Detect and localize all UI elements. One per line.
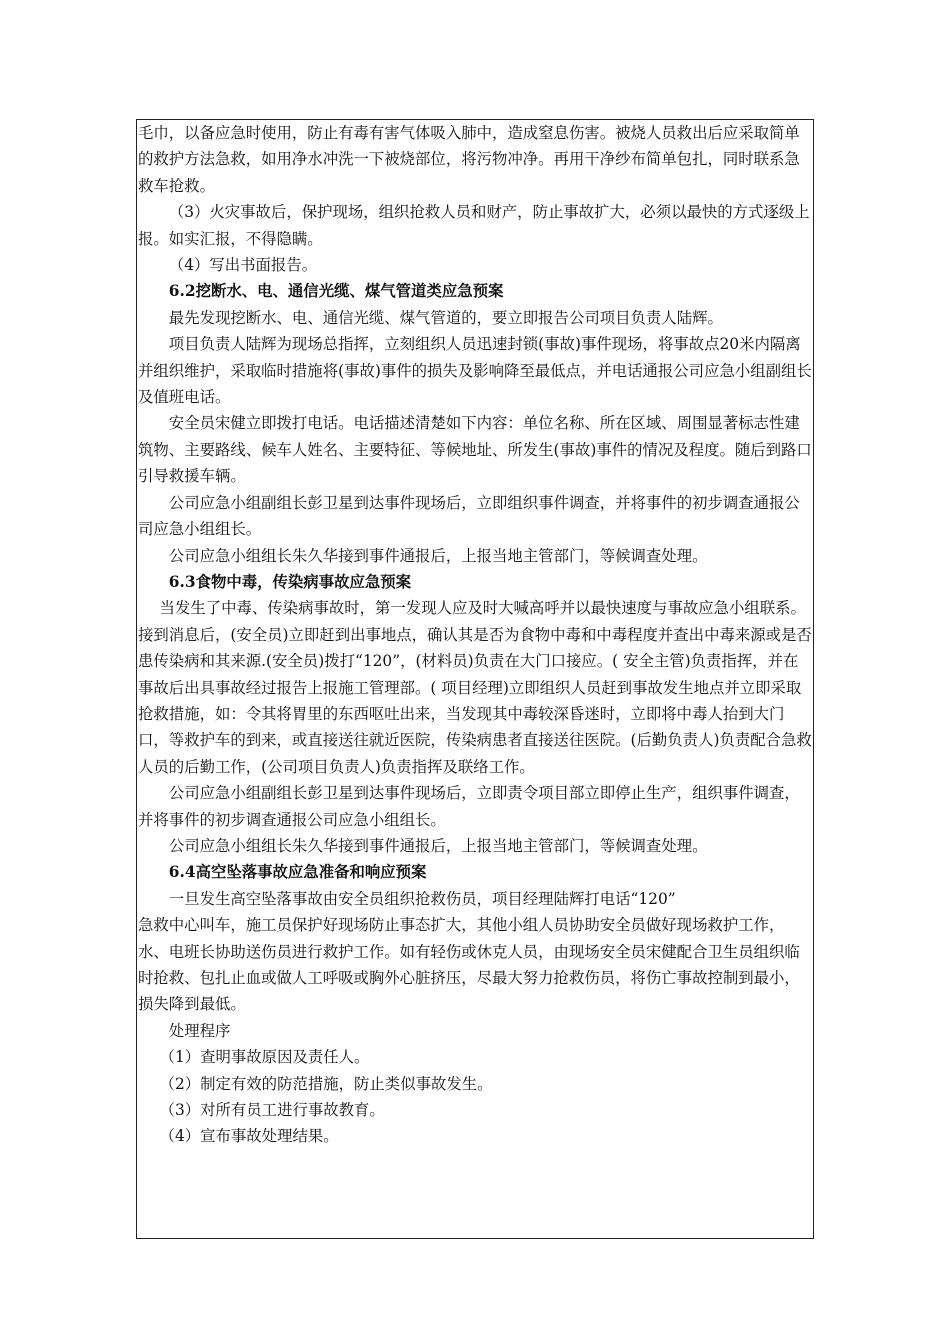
procedure-label: 处理程序 [168,1021,231,1040]
procedure-step: （1）查明事故原因及责任人。 [159,1048,370,1067]
section-heading-6-2: 6.2挖断水、电、通信光缆、煤气管道类应急预案 [168,282,504,301]
procedure-step: （4）宣布事故处理结果。 [159,1127,339,1146]
procedure-step: （3）对所有员工进行事故教育。 [159,1101,385,1120]
paragraph: 公司应急小组副组长彭卫星到达事件现场后，立即组织事件调查，并将事件的初步调查通报公司应急小组组长。 [138,493,800,539]
section-heading-6-4: 6.4高空坠落事故应急准备和响应预案 [168,863,427,882]
paragraph: 急救中心叫车，施工员保护好现场防止事态扩大，其他小组人员协助安全员做好现场救护工作，水、电班长协助送伤员进行救护工作。如有轻伤或休克人员，由现场安全员宋健配合卫生员组织临时抢救、包扎止血或做人工呼吸或胸外心脏挤压，尽最大努力抢救伤员，将伤亡事故控制到最小，损失降到最低。 [138,916,800,1014]
paragraph: 公司应急小组副组长彭卫星到达事件现场后，立即责令项目部立即停止生产，组织事件调查，并将事件的初步调查通报公司应急小组组长。 [138,784,800,829]
paragraph: （4）写出书面报告。 [168,256,318,275]
document-body [138,120,813,1150]
paragraph: 最先发现挖断水、电、通信光缆、煤气管道的，要立即报告公司项目负责人陆辉。 [168,308,723,327]
paragraph: 公司应急小组组长朱久华接到事件通报后，上报当地主管部门，等候调查处理。 [168,546,708,565]
paragraph: 毛巾，以备应急时使用，防止有毒有害气体吸入肺中，造成窒息伤害。被烧人员救出后应采取简单的救护方法急救，如用净水冲洗一下被烧部位，将污物冲净。再用干净纱布简单包扎，同时联系急救车抢救。 [138,124,800,195]
paragraph: 项目负责人陆辉为现场总指挥，立刻组织人员迅速封锁(事故)事件现场，将事故点20米内隔离并组织维护，采取临时措施将(事故)事件的损失及影响降至最低点，并电话通报公司应急小组副组长及值班电话。 [138,335,812,407]
paragraph: 一旦发生高空坠落事故由安全员组织抢救伤员，项目经理陆辉打电话“120” [168,889,676,908]
paragraph: 公司应急小组组长朱久华接到事件通报后，上报当地主管部门，等候调查处理。 [168,836,708,855]
section-heading-6-3: 6.3食物中毒，传染病事故应急预案 [168,572,412,591]
paragraph: 安全员宋健立即拨打电话。电话描述清楚如下内容：单位名称、所在区域、周围显著标志性建筑物、主要路线、候车人姓名、主要特征、等候地址、所发生(事故)事件的情况及程度。随后到路口引导救援车辆。 [138,414,812,486]
paragraph: 当发生了中毒、传染病事故时，第一发现人应及时大喊高呼并以最快速度与事故应急小组联系。接到消息后，(安全员)立即赶到出事地点，确认其是否为食物中毒和中毒程度并查出中毒来源或是否患传染病和其来源.(安全员)拨打“120”，(材料员)负责在大门口接应。( 安全主管)负责指挥，并在事故后出具事故经过报告上报施工管理部。( 项目经理)立即组织人员赶到事故发生地点并立即采取抢救措施，如：令其将胃里的东西呕吐出来，当发现其中毒较深昏迷时，立即将中毒人抬到大门口，等救护车的到来，或直接送往就近医院，传染病患者直接送往医院。(后勤负责人)负责配合急救人员的后勤工作，(公司项目负责人)负责指挥及联络工作。 [138,599,812,776]
procedure-step: （2）制定有效的防范措施，防止类似事故发生。 [159,1074,493,1093]
paragraph: （3）火灾事故后，保护现场，组织抢救人员和财产，防止事故扩大，必须以最快的方式逐级上报。如实汇报，不得隐瞒。 [138,203,810,248]
